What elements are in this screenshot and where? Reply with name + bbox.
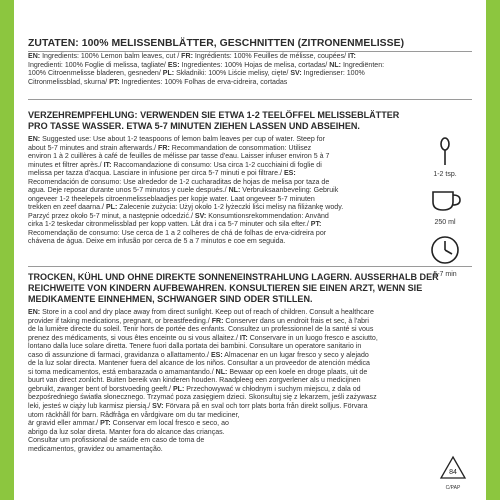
language-code: SV: [290, 70, 302, 78]
language-code: FR: [158, 144, 170, 152]
text-segment: 100% Citroenmelisse bladeren, gesneden/ [28, 70, 163, 78]
text-line [28, 446, 472, 455]
text-segment: Ingredientes: 100% Hojas de melisa, cortadas/ [179, 61, 330, 69]
text-segment: Conserver dans un endroit frais et sec, à l'abri [223, 317, 369, 325]
recycle-icon [438, 455, 468, 481]
language-code: IT: [348, 53, 356, 60]
cup-block [418, 184, 472, 226]
text-line [28, 369, 472, 378]
text-segment: Ingredientes: 100% Folhas de erva-cidreira, cortadas [119, 78, 288, 86]
heading-line: PRO TASSE WASSER. ETWA 5-7 MINUTEN ZIEHEN LASSEN UND ABSEIHEN. [28, 121, 360, 131]
cup-label: 250 ml [434, 219, 456, 226]
text-segment: cirka 1-2 teskedar citronmelissblad per kopp vatten. Låt dra i ca 5-7 minuter och sila efter./ [28, 221, 311, 228]
text-line [28, 360, 472, 369]
text-segment: Recomendación de consumo: Use alrededor de 1-2 cucharaditas de hojas de melisa por taza de [28, 178, 330, 186]
text-line [28, 309, 472, 318]
language-code: PT: [310, 221, 322, 228]
text-segment: ongeveer 1-2 theelepels citroenmelisseblaadjes per kopje water. Laat ongeveer 5-7 minuten [28, 195, 315, 203]
text-segment: environ 1 à 2 cuillères à café de feuilles de mélisse par tasse d'eau. Laisser infuser environ 5 à 7 [28, 153, 330, 160]
language-code: PL: [105, 204, 118, 211]
storage-heading [28, 272, 472, 306]
divider [28, 266, 472, 267]
ingredients-text [28, 53, 472, 87]
text-segment: Ingredienser: 100% [301, 70, 365, 78]
language-code: EN: [28, 53, 41, 60]
text-line [28, 70, 472, 79]
divider [28, 99, 472, 100]
text-segment: Conservar em local fresco e seco, ao [110, 420, 229, 428]
text-segment: medicamentos, gravidez ou amamentação. [28, 445, 163, 453]
text-segment: si toma medicamentos, está embarazada o amamantando./ [28, 368, 216, 376]
text-segment: Ingredients: 100% Lemon balm leaves, cut / [40, 53, 182, 60]
text-segment: Bewaar op een koele en droge plaats, uit de [227, 368, 368, 376]
language-code: PT: [109, 78, 120, 86]
text-segment: Ingrediënten: [340, 61, 385, 69]
language-code: NL: [329, 61, 341, 69]
language-code: ES: [210, 351, 223, 359]
text-segment: about 5-7 minutes and strain afterwards./ [28, 144, 159, 152]
heading-line: TROCKEN, KÜHL UND OHNE DIREKTE SONNENEINSTRAHLUNG LAGERN. AUSSERHALB DER [28, 272, 439, 282]
ingredients-heading: ZUTATEN: 100% MELISSENBLÄTTER, GESCHNITTEN (ZITRONENMELISSE) [28, 38, 405, 49]
text-segment: är gravid eller ammar./ [28, 420, 101, 428]
text-line [28, 230, 416, 239]
text-segment: Ingrédients: 100% Feuilles de mélisse, coupées/ [192, 53, 349, 60]
text-segment: Consultar um profissional de saúde em caso de toma de [28, 437, 205, 445]
storage-text [28, 309, 472, 454]
text-segment: minutes et filtrer après./ [28, 161, 104, 169]
text-segment: Conservare in un luogo fresco e asciutto, [247, 334, 378, 342]
text-segment: bezpośredniego światła słonecznego. Trzymać poza zasięgiem dzieci. Skonsultuj się z lekarzem, jeśli zażywasz [28, 394, 377, 402]
text-line [28, 238, 416, 247]
text-segment: de la lumière directe du soleil. Tenir hors de portée des enfants. Consultez un professionnel de la santé si vous [28, 326, 374, 334]
text-segment: agua. Deje reposar durante unos 5-7 minutos y cuele después./ [28, 187, 229, 194]
recycle-label: C/PAP [445, 485, 461, 491]
text-segment: abrigo da luz solar direta. Manter fora do alcance das crianças. [28, 428, 225, 436]
text-segment: Ingredienti: 100% Foglie di melissa, tagliate/ [28, 61, 168, 69]
text-line [28, 53, 472, 62]
text-segment: provider if taking medications, pregnant, or breastfeeding./ [28, 317, 212, 325]
text-segment: caso di assunzione di farmaci, gravidanza o allattamento./ [28, 351, 211, 359]
text-segment: Konsumtionsrekommendation: Använd [206, 212, 329, 220]
text-line [28, 326, 472, 335]
text-line [28, 162, 416, 171]
language-code: EN: [28, 309, 41, 316]
language-code: SV: [152, 403, 164, 411]
text-line [28, 179, 416, 188]
text-segment: Förvara på en sval och torr plats borta från direkt solljus. Förvara [163, 403, 368, 411]
text-segment: Verbruiksaanbeveling: Gebruik [240, 187, 339, 194]
text-line [28, 136, 416, 145]
text-segment: Raccomandazione di consumo: Usa circa 1-2 cucchiaini di foglie di [111, 161, 322, 169]
language-code: PL: [162, 70, 175, 78]
text-line [28, 204, 416, 213]
text-segment: trekken en zeef daarna./ [28, 204, 106, 211]
text-line [28, 377, 472, 386]
text-line [28, 170, 416, 179]
text-line [28, 213, 416, 222]
teaspoon-block [418, 136, 472, 178]
text-segment: lontano dalla luce solare diretta. Tenere fuori dalla portata dei bambini. Consultare un operatore sanitario in [28, 343, 362, 351]
text-line [28, 420, 472, 429]
preparation-heading [28, 110, 472, 132]
language-code: ES: [283, 170, 296, 177]
language-code: NL: [215, 368, 228, 376]
text-segment: Zalecenie zużycia: Użyj około 1-2 łyżeczki liści melisy na filiżankę wody. [117, 204, 344, 211]
text-segment: Store in a cool and dry place away from direct sunlight. Keep out of reach of children. Consult a healthcare [40, 309, 374, 316]
preparation-text [28, 136, 416, 247]
text-line [28, 196, 416, 205]
language-code: EN: [28, 136, 41, 143]
text-segment: utom räckhåll för barn. Rådfråga en vårdgivare om du tar mediciner, [28, 411, 240, 419]
text-line [28, 343, 472, 352]
text-segment: prenez des médicaments, si vous êtes enceinte ou si vous allaitez./ [28, 334, 240, 342]
text-segment: Citronmelissblad, skurna/ [28, 78, 110, 86]
text-segment: Recomendação de consumo: Use cerca de 1 a 2 colheres de chá de folhas de erva-cidreira por [28, 229, 327, 237]
language-code: NL: [228, 187, 241, 194]
text-line [28, 352, 472, 361]
label-panel [14, 0, 486, 500]
text-segment: melissa per tazza d'acqua. Lasciare in infusione per circa 5-7 minuti e poi filtrare./ [28, 170, 284, 177]
divider [28, 51, 472, 52]
text-segment: de la luz solar directa. Mantener fuera del alcance de los niños. Consultar a un proveedor de atención médica [28, 360, 370, 368]
recycle-number: 84 [449, 469, 457, 476]
recycle-mark [438, 455, 468, 491]
text-segment: Suggested use: Use about 1-2 teaspoons of lemon balm leaves per cup of water. Steep for [40, 136, 325, 143]
language-code: IT: [239, 334, 248, 342]
text-line [28, 79, 472, 88]
language-code: SV: [194, 212, 207, 220]
language-code: FR: [211, 317, 224, 325]
cup-icon [425, 184, 465, 214]
text-line [28, 437, 472, 446]
text-segment: gebruikt, zwanger bent of borstvoeding geeft./ [28, 385, 173, 393]
text-line [28, 145, 416, 154]
text-segment: Parzyć przez około 5-7 minut, a następnie odcedzić./ [28, 212, 195, 220]
text-segment: Almacenar en un lugar fresco y seco y alejado [222, 351, 369, 359]
clock-icon [425, 234, 465, 266]
language-code: FR: [181, 53, 193, 60]
text-line [28, 412, 472, 421]
language-code: PL: [172, 385, 185, 393]
text-line [28, 403, 472, 412]
text-segment: leki, jesteś w ciąży lub karmisz piersią./ [28, 403, 153, 411]
text-line [28, 187, 416, 196]
heading-line: REICHWEITE VON KINDERN AUFBEWAHREN. KONSULTIEREN SIE EINEN ARZT, WENN SIE [28, 283, 423, 294]
text-line [28, 394, 472, 403]
language-code: PT: [100, 420, 111, 428]
heading-line: MEDIKAMENTE EINNEHMEN, SCHWANGER SIND ODER STILLEN. [28, 294, 313, 305]
text-line [28, 153, 416, 162]
language-code: ES: [167, 61, 180, 69]
text-segment: buurt van direct zonlicht. Buiten bereik van kinderen houden. Raadpleeg een zorgverlener als u medicijnen [28, 377, 361, 385]
clock-label: 5-7 min [433, 271, 457, 278]
text-segment: Recommandation de consommation: Utilisez [169, 144, 312, 152]
teaspoon-label: 1-2 tsp. [433, 171, 457, 178]
text-line [28, 318, 472, 327]
text-line [28, 62, 472, 71]
text-segment: Przechowywać w chłodnym i suchym miejscu, z dala od [184, 385, 361, 393]
language-code: IT: [103, 161, 112, 169]
heading-line: VERZEHREMPFEHLUNG: VERWENDEN SIE ETWA 1-2 TEELÖFFEL MELISSEBLÄTTER [28, 110, 400, 120]
teaspoon-icon [425, 136, 465, 166]
text-line [28, 221, 416, 230]
text-line [28, 386, 472, 395]
text-line [28, 335, 472, 344]
text-segment: Składniki: 100% Liście melisy, cięte/ [174, 70, 291, 78]
text-segment: chávena de água. Deixe em infusão por cerca de 5 a 7 minutos e coe em seguida. [28, 238, 286, 245]
text-line [28, 429, 472, 438]
